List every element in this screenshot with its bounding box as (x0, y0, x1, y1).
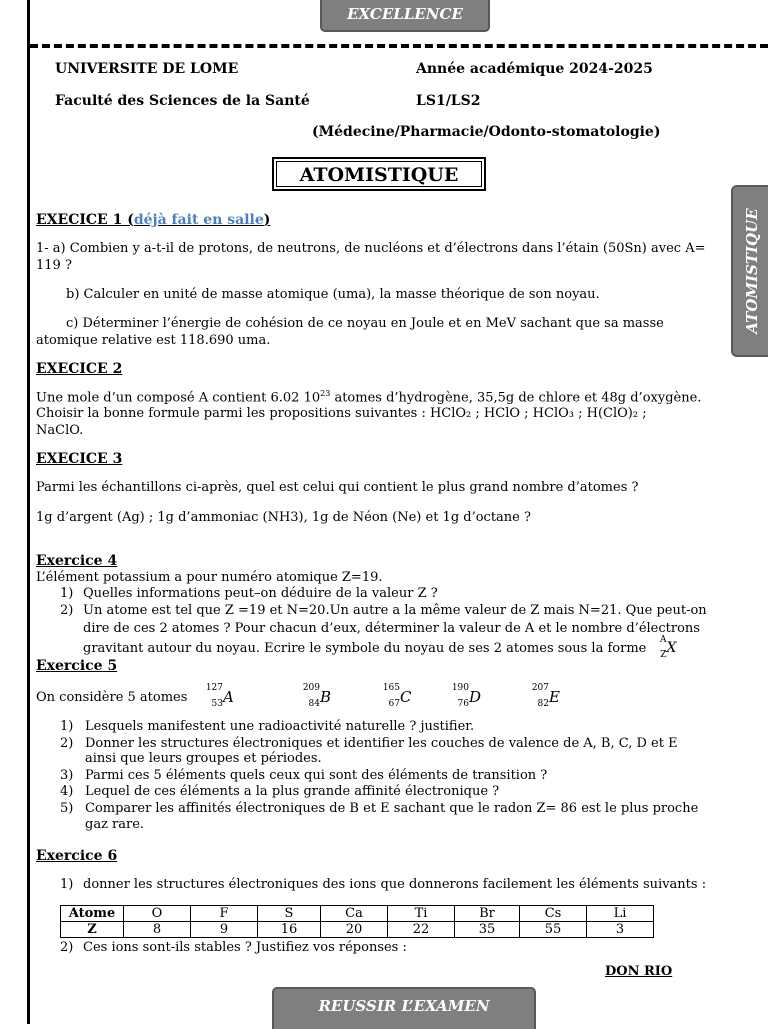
ex4-q2-line3 (83, 635, 677, 660)
ex5-questions (38, 719, 728, 832)
faculty-name: Faculté des Sciences de la Santé (55, 93, 310, 109)
element-cell: S (258, 906, 321, 922)
ex5-question (38, 736, 728, 767)
atom-d-mass: 190 (451, 683, 469, 693)
atom-e (531, 683, 560, 709)
ex4-q2-line3-text: gravitant autour du noyau. Ecrire le symbole du noyau de ses 2 atomes sous la forme (83, 641, 647, 656)
ex1-heading-link: déjà fait en salle (133, 212, 264, 228)
academic-year: Année académique 2024-2025 (416, 61, 653, 77)
ex1-heading-end: ) (263, 212, 271, 228)
z-cell: 35 (455, 922, 520, 938)
row-label-z: Z (61, 922, 124, 938)
atom-b-mass: 209 (302, 683, 320, 693)
atoms-table (60, 905, 654, 938)
dashed-separator (30, 44, 768, 48)
ex1-qc-line1: c) Déterminer l’énergie de cohésion de ce noyau en Joule et en MeV sachant que sa masse (66, 316, 664, 331)
form-a: A (659, 635, 667, 645)
left-margin-line (27, 0, 30, 1024)
reussir-tab: REUSSIR L’EXAMEN (272, 987, 536, 1029)
ex1-heading-text: EXECICE 1 ( (36, 212, 134, 228)
ex3-heading: EXECICE 3 (36, 451, 123, 467)
ex6-q1: donner les structures électroniques des ions que donnerons facilement les éléments suivants : (83, 877, 707, 892)
atom-b (302, 683, 332, 709)
question-text: Lesquels manifestent une radioactivité naturelle ? justifier. (85, 719, 475, 734)
z-cell: 20 (321, 922, 388, 938)
question-text: gaz rare. (85, 816, 145, 832)
university-name: UNIVERSITE DE LOME (55, 61, 239, 77)
atom-d-number: 76 (457, 699, 469, 709)
z-cell: 3 (587, 922, 654, 938)
ex4-q1-num: 1) (60, 586, 74, 601)
form-symbol: X (666, 640, 677, 656)
table-row-elements (61, 906, 654, 922)
row-label-atome: Atome (61, 906, 124, 922)
ex6-q1-num: 1) (60, 877, 74, 892)
atom-e-mass: 207 (531, 683, 549, 693)
level: LS1/LS2 (416, 93, 481, 109)
atom-a-mass: 127 (205, 683, 223, 693)
element-cell: Cs (520, 906, 587, 922)
title-box (272, 157, 486, 191)
atom-c-number: 67 (388, 699, 400, 709)
atom-b-symbol: B (320, 688, 332, 706)
excellence-tab: EXCELLENCE (320, 0, 490, 32)
ex6-heading: Exercice 6 (36, 848, 118, 864)
z-cell: 55 (520, 922, 587, 938)
atom-a-symbol: A (223, 688, 234, 706)
ex6-q2: Ces ions sont-ils stables ? Justifiez vos réponses : (83, 940, 407, 955)
z-cell: 16 (258, 922, 321, 938)
atom-c-mass: 165 (382, 683, 400, 693)
atom-d (451, 683, 482, 709)
document-title: ATOMISTIQUE (276, 161, 482, 187)
ex3-question: Parmi les échantillons ci-après, quel est celui qui contient le plus grand nombre d’atomes ? (36, 480, 639, 495)
ex5-question (38, 801, 728, 832)
ex4-nuclide-form (659, 635, 677, 660)
element-cell: Li (587, 906, 654, 922)
element-cell: Ti (388, 906, 455, 922)
side-tab-label: ATOMISTIQUE (742, 208, 761, 334)
ex2-line1 (36, 389, 726, 406)
ex2-heading: EXECICE 2 (36, 361, 123, 377)
atom-c-symbol: C (400, 688, 412, 706)
ex1-qc-line2: atomique relative est 118.690 uma. (36, 333, 271, 348)
ex5-heading: Exercice 5 (36, 658, 118, 674)
question-text: Donner les structures électroniques et identifier les couches de valence de A, B, C, D et E (85, 735, 678, 751)
z-cell: 22 (388, 922, 455, 938)
ex2-exponent: 23 (320, 389, 331, 398)
element-cell: Ca (321, 906, 388, 922)
ex1-qa-line1: 1- a) Combien y a-t-il de protons, de neutrons, de nucléons et d’électrons dans l’étain (50Sn) avec A= (36, 241, 706, 256)
ex4-intro: L’élément potassium a pour numéro atomique Z=19. (36, 570, 383, 585)
ex1-qb: b) Calculer en unité de masse atomique (uma), la masse théorique de son noyau. (66, 287, 600, 302)
ex4-q2-line2: dire de ces 2 atomes ? Pour chacun d’eux, déterminer la valeur de A et le nombre d’électrons (83, 621, 700, 636)
ex3-items: 1g d’argent (Ag) ; 1g d’ammoniac (NH3), 1g de Néon (Ne) et 1g d’octane ? (36, 510, 531, 525)
element-cell: O (124, 906, 191, 922)
ex4-q2-line1: Un atome est tel que Z =19 et N=20.Un autre a la même valeur de Z mais N=21. Que peut-on (83, 603, 707, 618)
atom-d-symbol: D (469, 688, 482, 706)
atom-a-number: 53 (211, 699, 223, 709)
question-number: 3) (60, 767, 74, 783)
question-text: Parmi ces 5 éléments quels ceux qui sont des éléments de transition ? (85, 767, 548, 783)
ex6-q2-num: 2) (60, 940, 74, 955)
atom-e-number: 82 (537, 699, 549, 709)
z-cell: 8 (124, 922, 191, 938)
question-text: Comparer les affinités électroniques de B et E sachant que le radon Z= 86 est le plus proche (85, 800, 699, 816)
ex4-q2-num: 2) (60, 603, 74, 618)
programs: (Médecine/Pharmacie/Odonto-stomatologie) (312, 124, 661, 140)
element-cell: F (191, 906, 258, 922)
ex1-heading (36, 212, 726, 229)
ex5-question (38, 768, 728, 784)
question-number: 2) (60, 735, 74, 751)
ex4-heading: Exercice 4 (36, 553, 118, 569)
ex1-qa-line2: 119 ? (36, 258, 72, 273)
table-row-z (61, 922, 654, 938)
question-text: ainsi que leurs groupes et périodes. (85, 751, 322, 767)
atom-a (205, 683, 234, 709)
atom-e-symbol: E (549, 688, 560, 706)
ex2-line2: Choisir la bonne formule parmi les propositions suivantes : HClO₂ ; HClO ; HClO₃ ; H(ClO)₂ ; (36, 406, 647, 421)
signature: DON RIO (605, 964, 673, 979)
ex2-line3: NaClO. (36, 423, 84, 438)
ex4-q1: Quelles informations peut–on déduire de la valeur Z ? (83, 586, 438, 601)
question-text: Lequel de ces éléments a la plus grande affinité électronique ? (85, 784, 500, 800)
atom-c (382, 683, 412, 709)
element-cell: Br (455, 906, 520, 922)
question-number: 5) (60, 800, 74, 816)
form-z: Z (660, 649, 667, 660)
ex5-question (38, 784, 728, 800)
ex2-line1-b: atomes d’hydrogène, 35,5g de chlore et 48g d’oxygène. (330, 390, 702, 406)
question-number: 4) (60, 784, 74, 800)
z-cell: 9 (191, 922, 258, 938)
ex5-intro: On considère 5 atomes (36, 690, 188, 705)
ex2-line1-a: Une mole d’un composé A contient 6.02 10 (36, 390, 321, 406)
atom-b-number: 84 (308, 699, 320, 709)
question-number: 1) (60, 719, 74, 734)
ex5-question (38, 719, 728, 735)
